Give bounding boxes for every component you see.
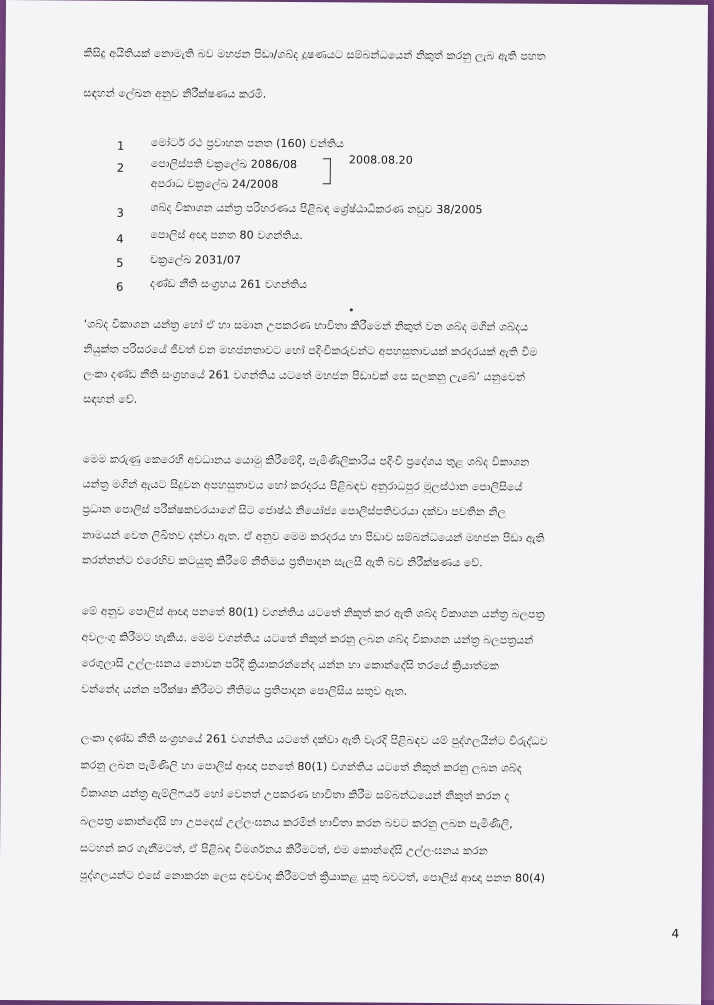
- paragraph-4-line: කරනු ලබන පැමිණිලි හා පොලිස් ආඥා පනතේ 80(1) වගන්තිය යටතේ නිකුත් කරනු ලබන ශබ්ද: [80, 758, 522, 775]
- paragraph-4-line: සටහන් කර ගැනීමටත්, ඒ පිළිබඳ විමර්ශනය කිරීමටත්, එම කොන්දේසි උල්ලංඝනය කරන: [80, 841, 488, 858]
- paragraph-4-line: ලංකා දණ්ඩ නීති සංග්‍රහයේ 261 වගන්තිය යටතේ දක්වා ඇති වැරදි පිළිබඳව යම් පුද්ගලයින්ට විරුද්ධව: [80, 731, 548, 748]
- paragraph-2-line: මෙම කරුණු කෙරෙහි අවධානය යොමු කිරීමේදී, පැමිණිලිකාරිය පදිංචි ප්‍රදේශය තුළ ශබ්ද විකාශන: [82, 452, 530, 469]
- list-number-6: 6: [115, 279, 124, 294]
- list-item-2-brace: [323, 158, 331, 184]
- list-item-6: දණ්ඩ නීති සංග්‍රහය 261 වගන්තිය: [149, 277, 308, 292]
- paragraph-3-line: මේ අනුව පොලිස් ආඥා පනතේ 80(1) වගන්තිය යටතේ නිකුත් කර ඇති ශබ්ද විකාශන යන්ත්‍ර බලපත්‍ර: [81, 604, 545, 621]
- paragraph-3-line: අවලංගු කිරීමට හැකිය. මෙම වගන්තිය යටතේ නිකුත් කරනු ලබන ශබ්ද විකාශන යන්ත්‍ර බලපත්‍රයන්: [81, 630, 534, 647]
- paragraph-4-line: විකාශන යන්ත්‍ර ඇම්ලිෆයර් හෝ වෙනත් උපකරණ භාවිතා කිරීම සම්බන්ධයෙන් නිකුත් කරන ද: [80, 786, 510, 803]
- list-number-2: 2: [116, 160, 125, 175]
- paragraph-1-line: නියුක්ත පරිසරයේ ජීවත් වන මහජනතාවට හෝ පදිංචිකරුවන්ට අපහසුතාවයක් කරදරයක් ඇති වීම: [83, 342, 538, 359]
- paragraph-3-line: වන්නේද යන්න පරීක්ෂා කිරීමට නීතිමය ප්‍රතිපාදන පොලිසිය සතුව ඇත.: [81, 682, 408, 698]
- list-item-3: ශබ්ද විකාශන යන්ත්‍ර පරිහරණය පිළිබඳ ශ්‍රේෂ්ඨාධිකරණ නඩුව 38/2005: [150, 201, 483, 217]
- paragraph-2-line: යන්ත්‍ර මගින් ඇයට සිදුවන අපහසුතාවය හෝ කරදරය පිළිබඳව අනුරාධපුර මූලස්ථාන පොලිසියේ: [82, 477, 523, 494]
- list-item-2-sub: අපරාධ චක්‍රලේඛ 24/2008: [150, 177, 279, 191]
- list-item-2: පොලිස්පති චක්‍රලේඛ 2086/08: [150, 157, 298, 172]
- list-number-4: 4: [116, 231, 124, 246]
- intro-line-1: කිසිදු අයිතියක් නොමැති බව මහජන පිඩා/ශබ්ද දූෂණයට සම්බන්ධයෙන් නිකුත් කරනු ලැබ ඇති පහත: [83, 46, 546, 63]
- list-item-5: චක්‍රලේඛ 2031/07: [150, 253, 242, 267]
- paragraph-2-line: ප්‍රධාන පොලිස් පරීක්ෂකවරයාගේ සිට ජොෂ්ඨ නියෝජ්‍ය පොලිස්පතිවරයා දක්වා පවතින නිල: [82, 502, 507, 519]
- stray-dot: [350, 308, 353, 311]
- list-item-4: පොලිස් අඥා පනත 80 වගන්තිය.: [150, 228, 304, 243]
- paragraph-2-line: කරන්නන්ට එරෙහිව කටයුතු කිරීමේ නීතිමය ප්‍රතිපාදන සැලසී ඇති බව නිරීක්ෂණය වේ.: [82, 553, 483, 570]
- paragraph-1-line: ලංකා දණ්ඩ නීති සංග්‍රහයේ 261 වගන්තිය යටතේ මහජන පිඩාවක් සෙ සලකනු ලැබේ’ යනුවෙන්: [83, 367, 526, 384]
- intro-line-2: සඳහන් ලේඛන අනුව නිරීක්ෂණය කරමි.: [83, 86, 267, 101]
- list-number-1: 1: [116, 138, 125, 153]
- paragraph-1-line: සඳහන් වේ.: [83, 392, 138, 406]
- list-number-3: 3: [116, 205, 124, 220]
- paragraph-2-line: නාමයන් වෙත ලිඛිතව දන්වා ඇත. ඒ අනුව මෙම කරදරය හා පිඩාව සම්බන්ධයෙන් මහජන පිඩා ඇති: [82, 528, 545, 545]
- paragraph-3-line: රෙගුලාසි උල්ලංඝනය නොවන පරිදි ක්‍රියාකරන්නේද යන්න හා කොන්දේසි තරයේ ක්‍රියාත්මක: [81, 656, 499, 673]
- page-number: 4: [671, 926, 680, 941]
- list-number-5: 5: [116, 255, 124, 270]
- paragraph-4-line: පුද්ගලයන්ට එසේ නොකරන ලෙස අවවාද කිරීමටත් ක්‍රියාකළ යුතු බවටත්, පොලිස් ආඥා පනත 80(4): [79, 868, 546, 885]
- paragraph-4-line: බලපත්‍ර කොන්දේසි හා උපදෙස් උල්ලංඝනය කරමින් භාවිතා කරන බවට කරනු ලබන පැමිණිලි,: [80, 814, 513, 831]
- list-item-2-date: 2008.08.20: [348, 153, 413, 167]
- list-item-1: මෝටර් රථ ප්‍රවාහන පනත (160) වන්තිය: [150, 136, 344, 151]
- paragraph-1-line: ‘ශබ්ද විකාශන යන්ත්‍ර හෝ ඒ හා සමාන උපකරණ භාවිතා කිරීමෙන් නිකුත් වන ශබ්ද මගින් ශබ්දය: [83, 317, 529, 334]
